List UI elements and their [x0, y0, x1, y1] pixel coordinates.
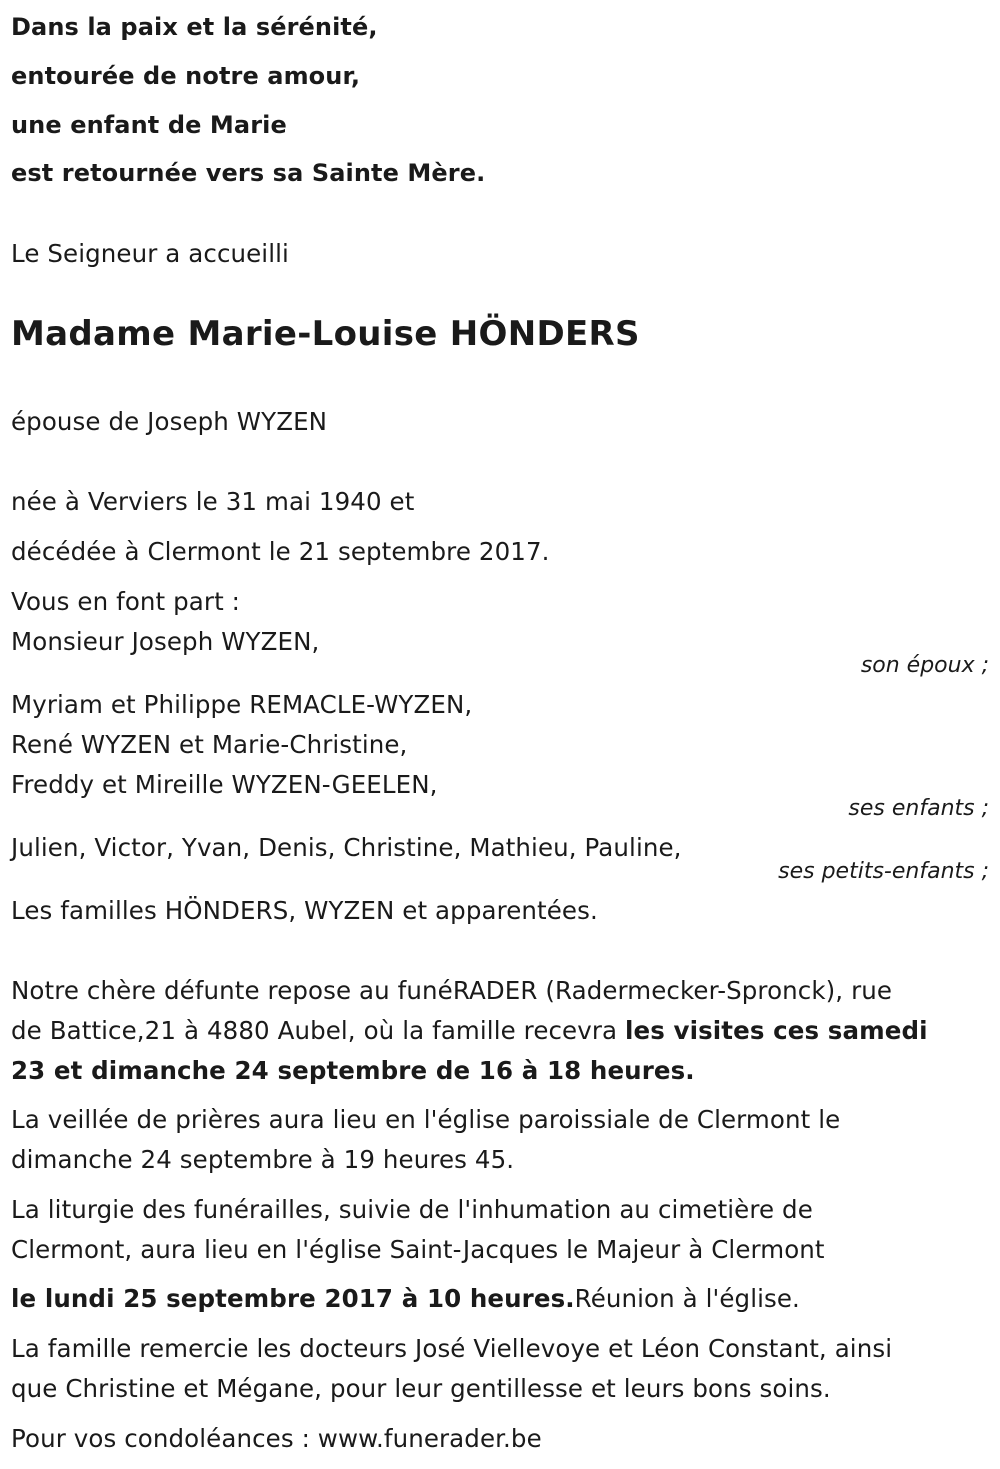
grandchildren-relation: ses petits-enfants ; [778, 859, 989, 884]
rest-line-3: 23 et dimanche 24 septembre de 16 à 18 heures. [11, 1056, 695, 1085]
poem-line-4: est retournée vers sa Sainte Mère. [11, 159, 486, 187]
thanks-line-1: La famille remercie les docteurs José Viellevoye et Léon Constant, ainsi [11, 1334, 893, 1363]
families-line: Les familles HÖNDERS, WYZEN et apparentées. [11, 896, 598, 925]
child-line-1: Myriam et Philippe REMACLE-WYZEN, [11, 690, 473, 719]
rest-line-2-text: de Battice,21 à 4880 Aubel, où la famille recevra [11, 1016, 626, 1045]
funeral-date: le lundi 25 septembre 2017 à 10 heures. [11, 1284, 575, 1313]
death-line: décédée à Clermont le 21 septembre 2017. [11, 537, 550, 566]
meeting-note: Réunion à l'église. [574, 1284, 800, 1313]
children-relation: ses enfants ; [848, 796, 989, 821]
vigil-line-1: La veillée de prières aura lieu en l'église paroissiale de Clermont le [11, 1105, 841, 1134]
liturgy-line-2: Clermont, aura lieu en l'église Saint-Jacques le Majeur à Clermont [11, 1235, 825, 1264]
child-line-2: René WYZEN et Marie-Christine, [11, 730, 408, 759]
child-line-3: Freddy et Mireille WYZEN-GEELEN, [11, 770, 438, 799]
husband-name: Monsieur Joseph WYZEN, [11, 627, 320, 656]
poem-line-3: une enfant de Marie [11, 111, 287, 139]
poem-line-2: entourée de notre amour, [11, 62, 361, 90]
thanks-line-2: que Christine et Mégane, pour leur gentillesse et leurs bons soins. [11, 1374, 831, 1403]
intro-text: Le Seigneur a accueilli [11, 239, 289, 268]
poem-line-1: Dans la paix et la sérénité, [11, 13, 378, 41]
spouse-line: épouse de Joseph WYZEN [11, 407, 328, 436]
liturgy-line-3 [11, 1284, 800, 1314]
grandchildren-names: Julien, Victor, Yvan, Denis, Christine, Mathieu, Pauline, [11, 833, 682, 862]
visits-highlight: les visites ces samedi [625, 1016, 928, 1045]
vigil-line-2: dimanche 24 septembre à 19 heures 45. [11, 1145, 515, 1174]
husband-relation: son époux ; [860, 653, 989, 678]
liturgy-line-1: La liturgie des funérailles, suivie de l'inhumation au cimetière de [11, 1195, 813, 1224]
rest-line-2 [11, 1016, 928, 1046]
announce-line: Vous en font part : [11, 587, 241, 616]
birth-line: née à Verviers le 31 mai 1940 et [11, 487, 415, 516]
condolences-line: Pour vos condoléances : www.funerader.be [11, 1424, 542, 1453]
deceased-name: Madame Marie-Louise HÖNDERS [11, 314, 640, 354]
rest-line-1: Notre chère défunte repose au funéRADER (Radermecker-Spronck), rue [11, 976, 893, 1005]
